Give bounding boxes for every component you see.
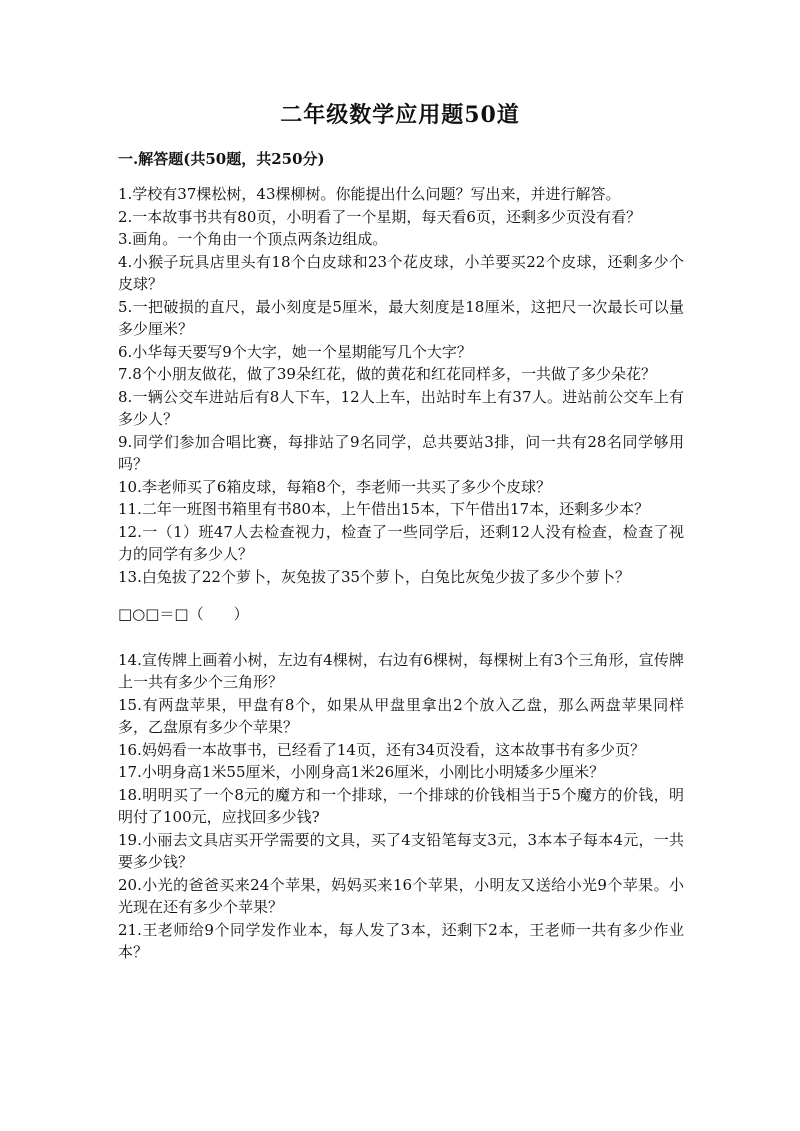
question-item: 3.画角。一个角由一个顶点两条边组成。 <box>118 230 388 248</box>
question-item: 7.8个小朋友做花，做了39朵红花，做的黄花和红花同样多，一共做了多少朵花？ <box>118 365 656 383</box>
page-title: 二年级数学应用题50道 <box>280 102 520 128</box>
question-item: 18.明明买了一个8元的魔方和一个排球，一个排球的价钱相当于5个魔方的价钱，明明付了100元，应找回多少钱? <box>118 785 684 826</box>
question-item: 1.学校有37棵松树，43棵柳树。你能提出什么问题？写出来，并进行解答。 <box>118 185 621 203</box>
question-item: 13.白兔拔了22个萝卜，灰兔拔了35个萝卜，白兔比灰兔少拔了多少个萝卜？ <box>118 567 631 586</box>
question-item: 16.妈妈看一本故事书，已经看了14页，还有34页没看，这本故事书有多少页？ <box>118 740 646 759</box>
question-item: 8.一辆公交车进站后有8人下车，12人上车，出站时车上有37人。进站前公交车上有多少人？ <box>118 387 684 428</box>
question-item: 9.同学们参加合唱比赛，每排站了9名同学，总共要站3排，问一共有28名同学够用吗？ <box>118 432 684 473</box>
question-item: 2.一本故事书共有80页，小明看了一个星期，每天看6页，还剩多少页没有看？ <box>118 207 641 226</box>
question-item: 12.一（1）班47人去检查视力，检查了一些同学后，还剩12人没有检查，检查了视力的同学有多少人？ <box>118 522 684 563</box>
question-item: 21.王老师给9个同学发作业本，每人发了3本，还剩下2本，王老师一共有多少作业本？ <box>118 920 684 961</box>
question-item: 19.小丽去文具店买开学需要的文具，买了4支铅笔每支3元，3本本子每本4元，一共要多少钱？ <box>118 830 684 871</box>
question-item: 4.小猴子玩具店里头有18个白皮球和23个花皮球，小羊要买22个皮球，还剩多少个皮球？ <box>118 252 684 293</box>
question-item: 15.有两盘苹果，甲盘有8个，如果从甲盘里拿出2个放入乙盘，那么两盘苹果同样多，乙盘原有多少个苹果？ <box>118 695 684 736</box>
equation-blank: □○□＝□（ ） <box>118 605 249 623</box>
question-item: 11.二年一班图书箱里有书80本，上午借出15本，下午借出17本，还剩多少本？ <box>118 500 650 518</box>
question-item: 17.小明身高1米55厘米，小刚身高1米26厘米，小刚比小明矮多少厘米？ <box>118 763 605 781</box>
question-item: 10.李老师买了6箱皮球，每箱8个，李老师一共买了多少个皮球？ <box>118 477 551 496</box>
question-item: 5.一把破损的直尺，最小刻度是5厘米，最大刻度是18厘米，这把尺一次最长可以量多少厘米？ <box>118 297 684 338</box>
section-heading: 一.解答题(共50题，共250分) <box>118 150 325 168</box>
question-item: 6.小华每天要写9个大字，她一个星期能写几个大字？ <box>118 342 472 361</box>
question-list <box>118 183 684 964</box>
question-item: 20.小光的爸爸买来24个苹果，妈妈买来16个苹果，小明友又送给小光9个苹果。小光现在还有多少个苹果？ <box>118 875 684 916</box>
question-item: 14.宣传牌上画着小树，左边有4棵树，右边有6棵树，每棵树上有3个三角形，宣传牌上一共有多少个三角形？ <box>118 650 684 691</box>
